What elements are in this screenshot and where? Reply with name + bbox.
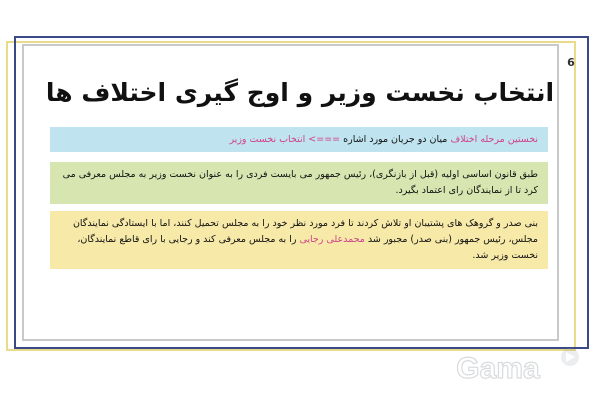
watermark-text: Gama [456,352,540,385]
banisadr-text-1: بنی صدر و گروهک های پشتیبان او تلاش کردند تا فرد مورد نظر خود را به مجلس تحمیل کنند، اما با ایستادگی نمایندگان مجلس، رئیس جمهور (بنی صدر) مجبور شد [72,218,538,245]
gama-logo-icon [420,345,590,385]
banisadr-band [50,211,548,269]
page-number: 6 [567,55,575,69]
slide-title: انتخاب نخست وزیر و اوج گیری اختلاف ها [45,78,555,107]
banisadr-text-2: را به مجلس معرفی کند و رجایی با رای قاطع نمایندگان، نخست وزیر شد. [77,234,538,261]
intro-arrow: ===> [305,134,341,145]
constitution-text: طبق قانون اساسی اولیه (قبل از بازنگری)، رئیس جمهور می بایست فردی را به عنوان نخست وزیر به مجلس معرفی می کرد تا از نمایندگان رای اعتماد بگیرد. [62,169,538,196]
intro-topic: انتخاب نخست وزیر [229,134,306,145]
intro-highlight: نخستین مرحله اختلاف [450,134,538,145]
intro-text: میان دو جریان مورد اشاره [340,134,451,145]
rajai-name: محمدعلی رجایی [299,234,365,245]
constitution-band [50,162,548,204]
intro-band [50,127,548,152]
page-number-box [557,44,585,80]
